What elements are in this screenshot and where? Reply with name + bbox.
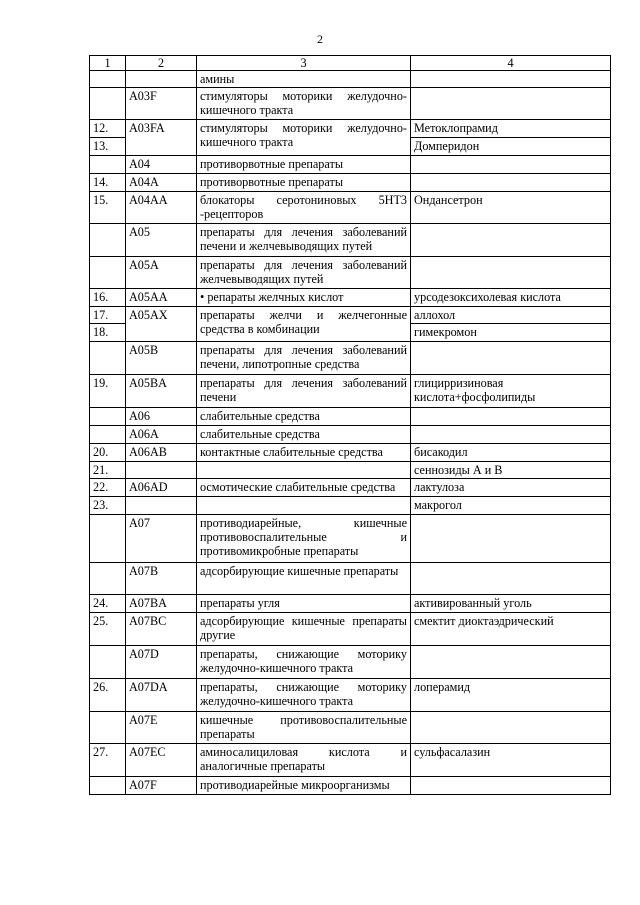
group-description-cell: адсорбирующие кишечные препараты [197,563,411,595]
row-number-cell: 20. [90,444,126,462]
table-row [90,342,611,375]
group-description-cell: блокаторы серотониновых 5HT3 -рецепторов [197,192,411,224]
drug-name-cell: лоперамид [411,679,611,712]
table-row [90,563,611,595]
drug-name-cell: бисакодил [411,444,611,462]
row-number-cell [90,426,126,444]
drug-name-cell [411,174,611,192]
drug-name-cell [411,426,611,444]
drug-name-cell [411,156,611,174]
row-number-cell [90,156,126,174]
table-row [90,497,611,515]
table-row [90,744,611,777]
atc-code-cell: A05AX [126,307,197,342]
atc-code-cell: A05AA [126,289,197,307]
atc-code-cell [126,462,197,479]
row-number-cell: 22. [90,479,126,497]
row-number-cell [90,563,126,595]
table-row [90,71,611,88]
group-description-cell: препараты для лечения заболеваний печени [197,375,411,408]
header-col-number: 1 [90,56,126,71]
row-number-cell: 27. [90,744,126,777]
row-number-cell [90,224,126,257]
row-number-cell: 14. [90,174,126,192]
atc-code-cell: A07E [126,712,197,744]
group-description-cell: аминосалициловая кислота и аналогичные препараты [197,744,411,777]
drug-name-cell [411,712,611,744]
row-number-cell: 19. [90,375,126,408]
atc-code-cell: A03FA [126,120,197,156]
atc-code-cell: A06AB [126,444,197,462]
drug-name-cell: макрогол [411,497,611,515]
drug-name-cell: сульфасалазин [411,744,611,777]
atc-code-cell: A05A [126,257,197,289]
table-row [90,375,611,408]
drug-name-cell: Ондансетрон [411,192,611,224]
group-description-cell: стимуляторы моторики желудочно-кишечного тракта [197,120,411,156]
atc-code-cell: A06AD [126,479,197,497]
header-col-drug: 4 [411,56,611,71]
group-description-cell: препараты для лечения заболеваний желчевыводящих путей [197,257,411,289]
table-row [90,462,611,479]
group-description-cell: амины [197,71,411,88]
table-row [90,192,611,224]
atc-code-cell: A06A [126,426,197,444]
row-number-cell [90,71,126,88]
row-number-cell [90,712,126,744]
atc-code-cell: A04 [126,156,197,174]
table-row [90,613,611,646]
atc-code-cell [126,71,197,88]
drug-name-cell [411,515,611,563]
atc-code-cell: A05 [126,224,197,257]
atc-code-cell: A05B [126,342,197,375]
group-description-cell: препараты желчи и желчегонные средства в комбинации [197,307,411,342]
header-row [90,56,611,71]
table-row [90,88,611,120]
atc-code-cell: A07F [126,777,197,795]
drug-name-cell: глицирризиновая кислота+фосфолипиды [411,375,611,408]
group-description-cell: препараты, снижающие моторику желудочно-кишечного тракта [197,679,411,712]
row-number-cell [90,88,126,120]
drug-name-cell: аллохол [411,307,611,324]
atc-code-cell: A07D [126,646,197,679]
header-col-description: 3 [197,56,411,71]
table-row [90,777,611,795]
row-number-cell: 18. [90,324,126,342]
table-row [90,156,611,174]
group-description-cell [197,497,411,515]
row-number-cell [90,646,126,679]
drug-name-cell [411,257,611,289]
table-row [90,257,611,289]
drug-name-cell: смектит диоктаэдрический [411,613,611,646]
drug-name-cell: урсодезоксихолевая кислота [411,289,611,307]
table-row [90,444,611,462]
row-number-cell: 21. [90,462,126,479]
table-row [90,224,611,257]
drug-name-cell [411,777,611,795]
atc-code-cell: A04AA [126,192,197,224]
atc-code-cell: A07B [126,563,197,595]
row-number-cell [90,515,126,563]
table-row [90,120,611,138]
table-row [90,479,611,497]
group-description-cell: слабительные средства [197,408,411,426]
atc-code-cell: A07 [126,515,197,563]
table-row [90,408,611,426]
row-number-cell: 16. [90,289,126,307]
drug-name-cell [411,71,611,88]
group-description-cell: противодиарейные микроорганизмы [197,777,411,795]
group-description-cell: противодиарейные, кишечные противовоспалительные и противомикробные препараты [197,515,411,563]
group-description-cell: препараты, снижающие моторику желудочно-кишечного тракта [197,646,411,679]
drug-name-cell [411,342,611,375]
row-number-cell: 24. [90,595,126,613]
group-description-cell: препараты угля [197,595,411,613]
row-number-cell [90,257,126,289]
group-description-cell: стимуляторы моторики желудочно-кишечного тракта [197,88,411,120]
group-description-cell: адсорбирующие кишечные препараты другие [197,613,411,646]
group-description-cell: • репараты желчных кислот [197,289,411,307]
drug-name-cell: сеннозиды А и В [411,462,611,479]
table-row [90,307,611,324]
header-col-code: 2 [126,56,197,71]
row-number-cell: 12. [90,120,126,138]
drug-name-cell [411,646,611,679]
table-row [90,712,611,744]
group-description-cell: кишечные противовоспалительные препараты [197,712,411,744]
atc-code-cell: A04A [126,174,197,192]
page-number: 2 [317,32,323,46]
drug-name-cell [411,408,611,426]
drug-name-cell [411,563,611,595]
table-body [90,71,611,795]
atc-code-cell [126,497,197,515]
group-description-cell: препараты для лечения заболеваний печени, липотропные средства [197,342,411,375]
row-number-cell: 25. [90,613,126,646]
row-number-cell [90,342,126,375]
atc-code-cell: A07DA [126,679,197,712]
row-number-cell [90,408,126,426]
atc-code-cell: A07BA [126,595,197,613]
table-row [90,679,611,712]
row-number-cell: 15. [90,192,126,224]
group-description-cell [197,462,411,479]
group-description-cell: препараты для лечения заболеваний печени и желчевыводящих путей [197,224,411,257]
atc-code-cell: A07EC [126,744,197,777]
table-row [90,646,611,679]
atc-code-cell: A05BA [126,375,197,408]
atc-code-cell: A06 [126,408,197,426]
group-description-cell: слабительные средства [197,426,411,444]
row-number-cell: 23. [90,497,126,515]
group-description-cell: осмотические слабительные средства [197,479,411,497]
table-row [90,174,611,192]
row-number-cell: 26. [90,679,126,712]
table-row [90,595,611,613]
row-number-cell: 17. [90,307,126,324]
table-header [90,56,611,71]
drug-classification-table [89,55,611,795]
group-description-cell: противорвотные препараты [197,156,411,174]
table-row [90,289,611,307]
row-number-cell: 13. [90,138,126,156]
drug-name-cell: Домперидон [411,138,611,156]
drug-name-cell: гимекромон [411,324,611,342]
table-row [90,426,611,444]
group-description-cell: противорвотные препараты [197,174,411,192]
row-number-cell [90,777,126,795]
drug-name-cell [411,88,611,120]
group-description-cell: контактные слабительные средства [197,444,411,462]
drug-name-cell: лактулоза [411,479,611,497]
drug-name-cell [411,224,611,257]
table-row [90,515,611,563]
drug-name-cell: Метоклопрамид [411,120,611,138]
drug-name-cell: активированный уголь [411,595,611,613]
atc-code-cell: A07BC [126,613,197,646]
atc-code-cell: A03F [126,88,197,120]
